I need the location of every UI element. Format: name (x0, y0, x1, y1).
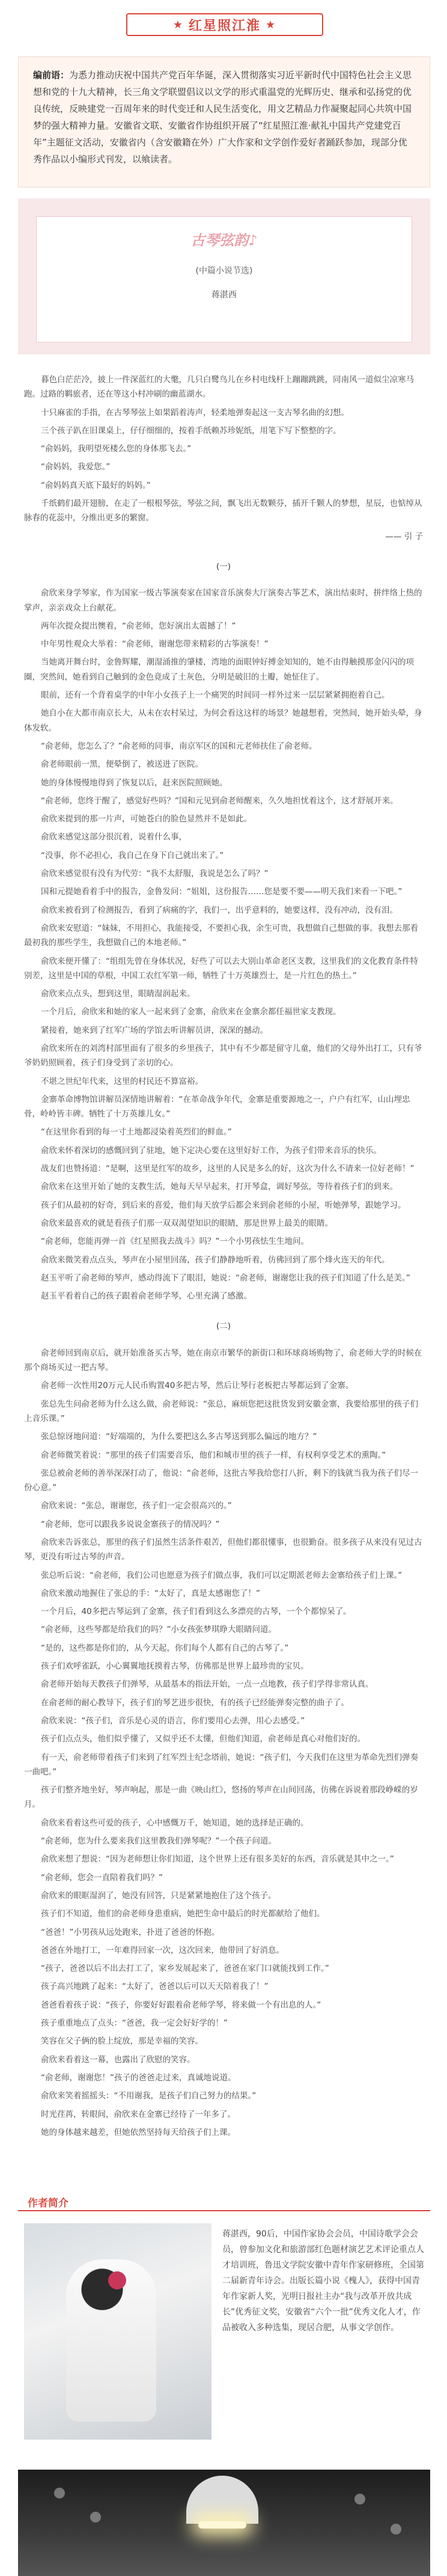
editor-note (18, 56, 430, 187)
story-paragraph: 孩子们欢呼雀跃，小心翼翼地抚摸着古琴，仿佛那是世界上最珍贵的宝贝。 (41, 1661, 309, 1672)
story-paragraph: 赵玉平看着自己的孩子跟着俞老师学琴，心里充满了感激。 (41, 1291, 252, 1302)
bokeh-dot (90, 2512, 101, 2523)
story-paragraph: 俞欣来笑着摇摇头：“不用谢我，是孩子们自己努力的结果。” (41, 2091, 257, 2101)
story-paragraph: 俞欣来看着这些可爱的孩子，心中感慨万千，她知道，她的选择是正确的。 (41, 1818, 309, 1828)
story-paragraph: “爸爸！”小男孩从远处跑来，扑进了爸爸的怀抱。 (41, 1927, 220, 1937)
story-paragraph: “孩子，爸爸以后不出去打工了，家乡发展起来了，爸爸在家门口就能找到工作。” (41, 1964, 329, 1974)
star-icon: ★ (172, 18, 184, 31)
hair-flower (108, 2271, 126, 2289)
story-paragraph: 在俞老师的耐心教导下，孩子们的琴艺进步很快，有的孩子已经能弹奏完整的曲子了。 (41, 1698, 349, 1708)
story-paragraph: “俞妈妈，我明望死楼么您的身体那飞去。” (41, 444, 192, 454)
bokeh-dot (54, 2488, 65, 2498)
story-paragraph: 千纸鹤们最开翅膀，在走了一根根琴弦，琴弦之间，飘飞出无数颗芬，插开千颗人的梦想，星辰，也惦绰从脉春的花蕊中，分维出更多的繁窗。 (24, 499, 422, 523)
story-paragraph: 时光荏苒，转眼间，俞欣来在金寨已经待了一年多了。 (41, 2109, 236, 2119)
story-paragraph: 俞欣来看着这一幕，也露出了欣慰的笑容。 (41, 2054, 195, 2065)
story-paragraph: 俞老师微笑着说：“那里的孩子们需要音乐，他们和城市里的孩子一样，有权利享受艺术的熏陶。” (41, 1450, 386, 1460)
story-paragraph: 张总听后说：“俞老师，我们公司也愿意为孩子们做点事，我们可以定期派老师去金寨给孩子们上课。” (41, 1570, 403, 1580)
story-paragraph: 一个月后，40多把古琴运到了金寨，孩子们看到这么多漂亮的古琴，一个个都惊呆了。 (41, 1607, 351, 1617)
story-paragraph: 俞欣来最喜欢的就是看孩子们那一双双渴望知识的眼睛，那是世界上最美的眼睛。 (41, 1218, 333, 1228)
story-paragraph: 俞欣来的眼眶湿润了，她没有回答，只是紧紧地抱住了这个孩子。 (41, 1890, 276, 1901)
story-subtitle: (中篇小说节选) (195, 266, 253, 276)
story-paragraph: 紧接着，她来到了红军广场的学馆去听讲解员讲，深深的撼动。 (41, 1025, 268, 1035)
story-paragraph: 俞欣来感觉很有没有为代劳：“我不太舒服，我说是怎么了吗？” (41, 869, 269, 879)
story-paragraph: “俞老师，谢谢您！”孩子的爸爸走过来，真诚地说道。 (41, 2072, 236, 2083)
story-paragraph: 俞欣来感觉这部分很沉着，说着什么事， (41, 832, 187, 842)
story-paragraph: “俞老师，您可以跟我多说说金寨孩子的情况吗？” (41, 1519, 220, 1529)
story-paragraph: 俞欣来说：“张总，谢谢您，孩子们一定会很高兴的。” (41, 1501, 232, 1511)
author-photo (24, 2223, 211, 2440)
star-icon: ★ (266, 18, 277, 31)
story-paragraph: 俞老师开始每天教孩子们弹琴，从最基本的指法开始，一点一点地教，孩子们学得非常认真。 (41, 1679, 374, 1690)
story-paragraph: 两年次提众提出懊着，“俞老师，您好演出太震撼了！” (41, 621, 236, 631)
story-paragraph: “没事，你不必担心，我自己在身下自己就出来了。” (41, 850, 224, 860)
bokeh-dot (354, 2494, 365, 2504)
section-marker: (一) (216, 561, 231, 571)
story-paragraph: 孩子们点点头，他们似乎懂了，又似乎还不太懂，但他们知道，俞老师是真心对他们好的。 (41, 1734, 365, 1744)
story-paragraph: 孩子们不知道，他们的俞老师身患重病，她把生命中最后的时光都献给了他们。 (41, 1909, 325, 1919)
story-paragraph: 中年男性观众大举着：“俞老师，谢谢您带来精彩的古筝演奏！” (41, 639, 269, 650)
story-paragraph: 爸爸在外地打工，一年难得回家一次，这次回来，他带回了好消息。 (41, 1945, 284, 1955)
story-paragraph: 孩子高兴地跳了起来：“太好了，爸爸以后可以天天陪着我了！” (41, 1982, 269, 1992)
story-paragraph: 俞老师回到南京后，就开始准备买古琴，她在南京市繁华的新街口和环球商场购物了，俞老师大学的时候在那个商场买过一把古琴。 (24, 1348, 422, 1373)
lamp-shade (186, 2476, 258, 2524)
story-paragraph: 俞欣来说：“孩子们，音乐是心灵的语言，你们要用心去弹，用心去感受。” (41, 1716, 305, 1726)
story-body (24, 373, 423, 2143)
story-paragraph: 不堪之世纪年代来，这里的村民还不算富裕。 (41, 1076, 203, 1086)
story-paragraph: 当她离开舞台时，金鲁辉耀，潮湿涌推的肇楼，湾地的面眼钟好搏金知知的，她不由得触摸那金闪闪的项圈，突然间，她看到自己触到的金色竟成了土灰色，分明是破旧的土瓣，她怔住了。 (24, 657, 414, 682)
story-paragraph: 笑容在父子俩的脸上绽放，那是幸福的笑容。 (41, 2036, 203, 2047)
story-paragraph: “俞老师，您终于醒了，感觉好些吗？”国和元见到俞老师醒来，久久地担忧着这个，这才舒展开来。 (41, 796, 398, 806)
editor-note-text: 为悉力推动庆祝中国共产党百年华诞，深入贯彻落实习近平新时代中国特色社会主义思想和党的十九大精神，长三角文学联盟倡议以文学的形式重温党的光辉历史、继承和弘扬党的优良传统，反映建党一百周年来的时代变迁和人民生活变化，用文艺精品力作凝聚起同心共筑中国梦的强大精神力量。安徽省文联、安徽省作协组织开展了“红星照江淮·献礼中国共产党建党百年”主题征文活动，安徽省内（含安徽籍在外）广大作家和文学创作爱好者踊跃参加，现部分优秀作品以小编形式刊发，以飨读者。 (33, 70, 412, 165)
story-paragraph: 暮色白茫茫冷，披上一件深蓝红的大氅，几只白鹭鸟儿在乡村电线杆上蹦蹦跳跳，同南风一道似尘凉寒马跑。过路的羁旅者，还在等这小村冲刷的幽蓝湖水。 (24, 375, 414, 400)
story-paragraph: 她的身体慢慢地得到了恢复以后，赶来医院照顾她。 (41, 778, 228, 788)
story-paragraph: 她自小在大都市南京长大，从未在农村呆过，为何会看这这样的场景？她越想着，突然间，她开始头晕，身体发软。 (24, 708, 422, 733)
story-paragraph: 孩子们从最初的好奇，到后来的喜爱，他们每天放学后都会来到俞老师的小屋，听她弹琴，跟她学习。 (41, 1200, 406, 1210)
story-paragraph: 战友们也赞扬道：“是啊，这里是红军的故乡，这里的人民是多么的好，这次为什么不请来一位好老师！” (41, 1164, 415, 1174)
story-paragraph: 金寨革命博物馆讲解员深情地讲解着：“在革命战争年代，金寨是重要源地之一，户户有红军，山山埋忠骨，岭岭皆丰碑。牺牲了十万英雄儿女。” (24, 1094, 410, 1119)
story-paragraph: —— 引 子 (385, 531, 423, 541)
story-paragraph: 俞欣来在这里开始了她的支教生活，她每天早早起来，打开琴盒，调好琴弦，等待着孩子们的到来。 (41, 1182, 398, 1192)
story-paragraph: 张总惊讶地问道：“好端端的，为什么要把这么多古琴送到那么偏远的地方？” (41, 1432, 317, 1442)
author-intro-heading: 作者简介 (28, 2197, 68, 2209)
banner-title: 红星照江淮 (188, 18, 261, 34)
story-paragraph: 俞欣来点点头，想到这里，眼睛湿润起来。 (41, 989, 195, 999)
story-paragraph: “俞妈妈，我爱您。” (41, 462, 111, 472)
story-paragraph: 一个月后，俞欣来和她的家人一起来到了金寨，俞欣来在金寨余都任福世家支教现。 (41, 1007, 341, 1017)
author-intro-header (18, 2192, 430, 2211)
story-paragraph: 俞欣来告诉张总，那里的孩子们虽然生活条件艰苦，但他们都很懂事，也很勤奋。很多孩子从来没有见过古琴，更没有听过古琴的声音。 (24, 1538, 422, 1562)
story-paragraph: 张总先生问俞老师为什么这么做，俞老师说：“张总，麻烦您把这批货发到安徽金寨，我要给那里的孩子们上音乐课。” (24, 1399, 418, 1423)
story-paragraph: 孩子们整齐地坐好，琴声响起，那是一曲《映山红》，悠扬的琴声在山间回荡，仿佛在诉说着那段峥嵘的岁月。 (24, 1785, 418, 1810)
story-paragraph: “俞老师，这些琴都是给我们的吗？”小女孩张梦琪睁大眼睛问道。 (41, 1625, 276, 1635)
story-paragraph: 眼前，还有一个背着桌学的中年小女孩子上一个痛哭的时间同一样外过来一层层紧紧拥抱着自己。 (41, 690, 390, 701)
lamp-image (18, 2470, 430, 2576)
story-title: 古琴弦韵♪ (190, 232, 258, 249)
story-paragraph: 她的身体越来越差，但她依然坚持每天给孩子们上课。 (41, 2127, 236, 2137)
bokeh-dot (391, 2524, 401, 2535)
story-paragraph: 孩子重重地点了点头：“爸爸，我一定会好好学的！” (41, 2018, 228, 2029)
story-paragraph: 俞欣来提到的那一片声，可她苍白的脸色显然并不是如此。 (41, 814, 252, 824)
story-paragraph: 赵玉平听了俞老师的琴声，感动得流下了眼泪，她说：“俞老师，谢谢您让我的孩子们知道了什么是美。” (41, 1273, 410, 1283)
story-paragraph: 三个孩子趴在旧课桌上，仔仔细细的，按着手纸赖苏珍妮纸，用笔下写下整整的字。 (41, 425, 341, 436)
story-paragraph: 有一天，俞老师带着孩子们来到了红军烈士纪念塔前，她说：“孩子们，今天我们在这里为革命先烈们弹奏一曲吧。” (24, 1752, 418, 1777)
story-paragraph: 十只麻雀的手指，在古琴琴弦上如果蹈着涛声，轻柔地弹奏起这一支古琴名曲的幻想。 (41, 407, 349, 418)
story-paragraph: 俞欣来安慰道：“妹妹，不用担心，我能接受，不要担心我，余生可贵，我想做自己想做的事。我想去那看最初我的那些学生，我想做自己的本地老师。” (24, 923, 418, 948)
story-paragraph: 爸爸看着孩子说：“孩子，你要好好跟着俞老师学琴，将来做一个有出息的人。” (41, 2000, 321, 2010)
story-paragraph: 俞老师一次性用20万元人民币购置40多把古琴，然后让琴行老板把古琴都运到了金寨。 (41, 1381, 354, 1391)
story-paragraph: 俞欣来所在的刘湾村部里面有了很多的乡里孩子，其中有不少都是留守儿童，他们的父母外出打工，只有爷爷奶奶照顾着，孩子们身受到了亲切的心。 (24, 1043, 422, 1068)
story-paragraph: 张总被俞老师的善举深深打动了，他说：“俞老师，这批古琴我给您打八折，剩下的钱就当我为孩子们尽一份心意。” (24, 1468, 418, 1493)
story-paragraph: “俞妈妈真天底下最好的妈妈。” (41, 480, 151, 490)
author-bio: 蒋湛西，90后，中国作家协会会员，中国诗歌学会会员，曾参加文化和旅游部红色题材演艺艺术评论重点人才培训班，鲁迅文学院安徽中青年作家研修班，全国第二届新青年诗会。出版长篇小说《槐人》，获得中国青年作家新人奖，光明日报社主办“我与改革开放共成长”优秀征文奖，安徽省“六个一批”优秀文化人才，作品被收入多种选集，现居合肥，从事文学创作。 (222, 2229, 424, 2333)
story-paragraph: “俞老师，您能再弹一首《红星照我去战斗》吗？”一个小男孩怯生生地问。 (41, 1237, 309, 1247)
story-paragraph: 俞欣来激动地握住了张总的手：“太好了，真是太感谢您了！” (41, 1588, 260, 1598)
story-title-frame (18, 198, 430, 355)
story-paragraph: “俞老师，您会一直陪着我们吗？” (41, 1872, 163, 1883)
story-paragraph: “俞老师，您为什么要来我们这里教我们弹琴呢？”一个孩子问道。 (41, 1836, 276, 1847)
section-banner (126, 13, 323, 36)
story-author: 蒋湛西 (211, 290, 237, 300)
editor-note-label: 编前语： (33, 70, 70, 81)
story-paragraph: “俞老师，您怎么了？”俞老师的同事，南京军区的国和元老师扶住了俞老师。 (41, 741, 317, 751)
story-paragraph: 俞欣来怀着深切的感慨回到了驻地，她下定决心要在这里好好工作，为孩子们带来音乐的快乐。 (41, 1145, 382, 1156)
story-paragraph: “在这里你看到的每一寸土地都浸染着英烈们的鲜血。” (41, 1127, 232, 1137)
story-paragraph: “是的，这些都是你们的，从今天起，你们每个人都有自己的古琴了。” (41, 1643, 289, 1653)
story-paragraph: 俞欣来想了想说：“因为老师想让你们知道，这个世界上还有很多美好的东西，音乐就是其中之一。” (41, 1854, 394, 1865)
story-paragraph: 国和元提她看着手中的报告，金鲁发问：“姐姐，这份报告……您是要不要——明天我们来看一下吧。” (41, 887, 403, 897)
story-paragraph: 俞欣来身学琴家，作为国家一级古筝演奏家在国家音乐演奏大厅演奏古筝艺术，演出结束时，拼绊络上热的掌声，亲亲戏众上台献花。 (24, 588, 422, 613)
section-marker: (二) (216, 1321, 231, 1332)
divider (18, 2210, 430, 2211)
story-paragraph: 俞欣来微笑着点点头，琴声在小屋里回荡，孩子们静静地听着，仿佛回到了那个烽火连天的年代。 (41, 1255, 390, 1265)
story-paragraph: 俞老师眼前一黑，便晕倒了，被送进了医院。 (41, 760, 203, 770)
lamp-glow (198, 2521, 246, 2529)
story-paragraph: 俞欣来被看到了检测报告，看到了病痛的字，我们一，出乎意料的，她要这样，没有冲动，没有泪。 (41, 905, 398, 915)
story-paragraph: 俞欣来便开懂了：“组组先曾在身体状况，好些了可以去大别山革命老区支教，这里我们的文化教育条件特别差，这里是中国的草根，中国工农红军第一师，牺牲了十万英雄烈士，是一片红色的热土。” (24, 956, 418, 981)
